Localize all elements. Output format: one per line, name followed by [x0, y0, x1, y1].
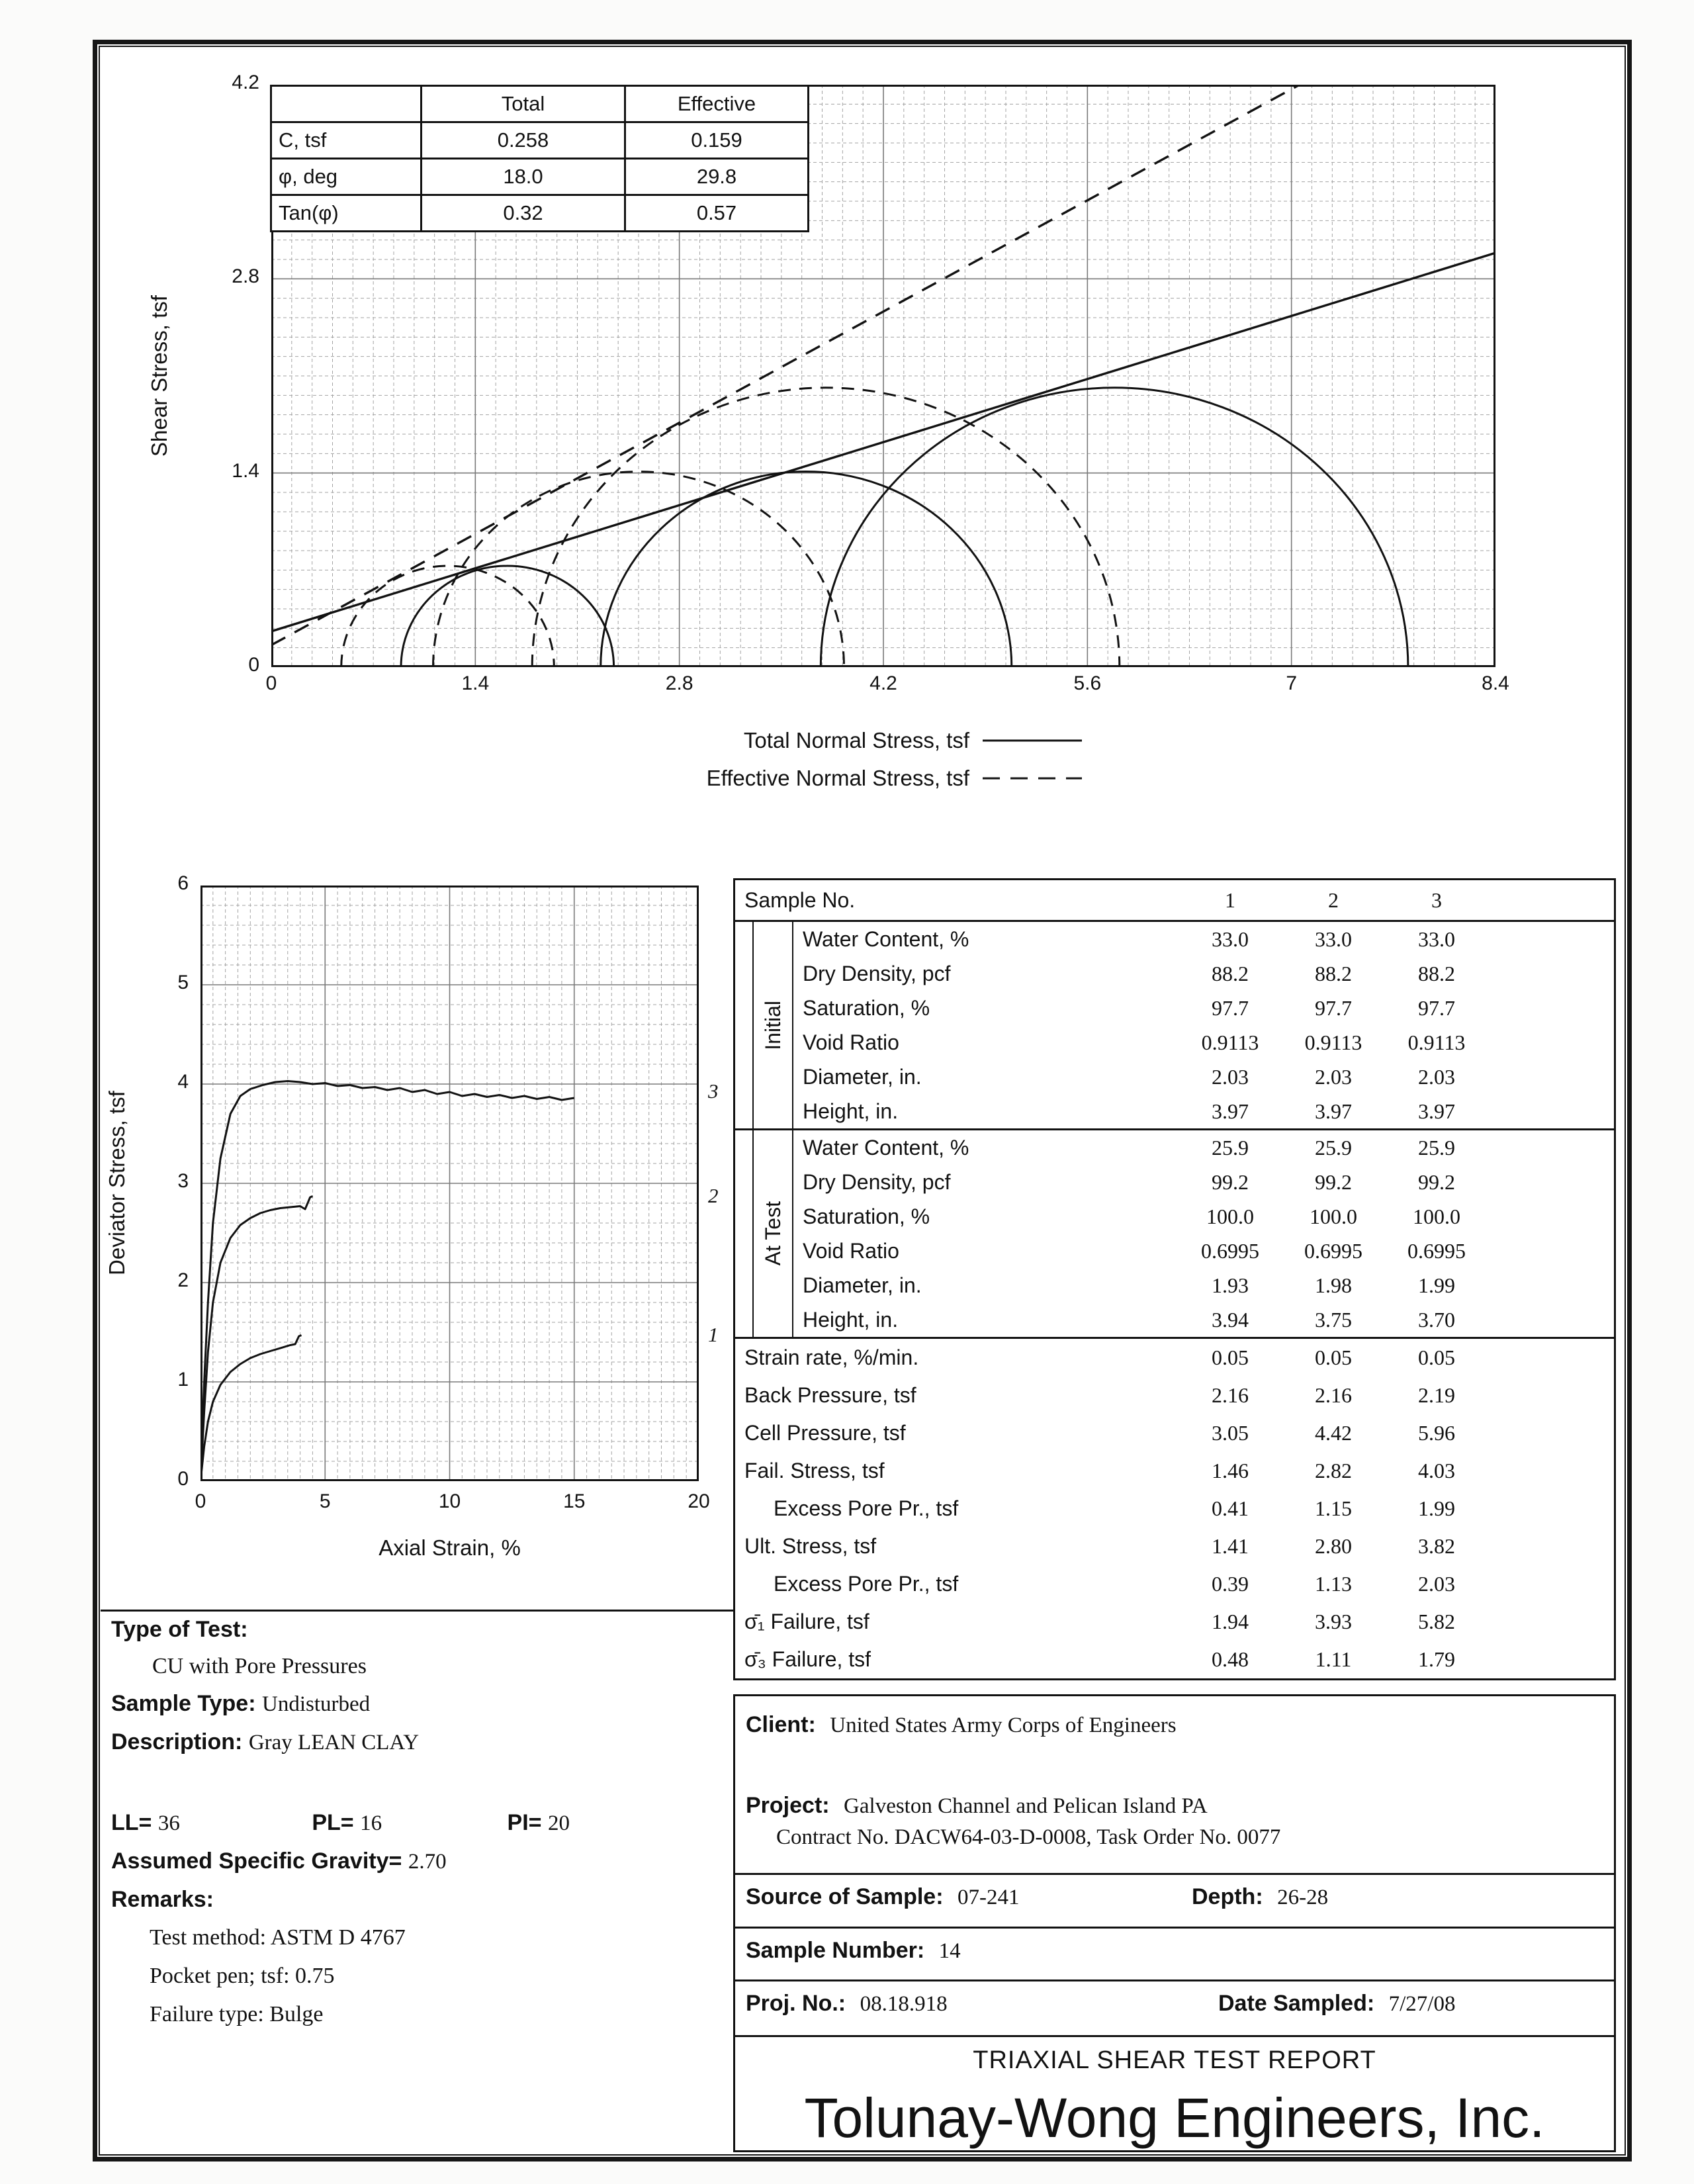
legend-row-effective	[652, 759, 1082, 797]
sample-data-table	[733, 878, 1616, 1680]
row-value: 1.11	[1315, 1647, 1352, 1671]
row-value: 0.05	[1418, 1345, 1455, 1369]
sample-table-group	[735, 922, 1614, 1128]
table-row	[735, 1339, 1614, 1377]
date-sampled-label: Date Sampled:	[1218, 1991, 1375, 2017]
sample-id: 1	[1225, 887, 1235, 912]
mohr-x-tick-label: 1.4	[461, 672, 490, 694]
row-label: Strain rate, %/min.	[744, 1345, 919, 1369]
sample-number-row	[735, 1927, 1614, 1979]
row-value: 25.9	[1315, 1135, 1352, 1160]
pi-value: 20	[547, 1811, 570, 1835]
curve-label: 1	[708, 1322, 719, 1346]
param-value-cell: 0.258	[422, 122, 625, 159]
stress-strain-chart	[201, 886, 699, 1481]
row-value: 3.94	[1212, 1307, 1249, 1332]
row-value: 2.03	[1212, 1064, 1249, 1089]
row-label: Cell Pressure, tsf	[744, 1421, 906, 1445]
table-row	[793, 1025, 1614, 1060]
row-value: 1.15	[1315, 1496, 1352, 1520]
strain-y-axis-ticks	[142, 872, 194, 1490]
param-header-cell: Total	[422, 86, 625, 122]
depth-pair	[1192, 1884, 1328, 1910]
row-label: Height, in.	[803, 1307, 899, 1332]
table-row	[735, 1603, 1614, 1641]
group-label-cell	[752, 922, 793, 1128]
row-label: Saturation, %	[803, 995, 930, 1020]
report-title: TRIAXIAL SHEAR TEST REPORT	[735, 2035, 1614, 2086]
row-value: 2.82	[1315, 1459, 1352, 1482]
sample-type-value: Undisturbed	[262, 1692, 371, 1716]
mohr-x-tick-label: 0	[265, 672, 277, 694]
sample-type-label: Sample Type:	[111, 1691, 256, 1716]
table-row	[735, 1565, 1614, 1603]
row-value: 99.2	[1212, 1169, 1249, 1194]
row-value: 5.96	[1418, 1421, 1455, 1445]
pl-value: 16	[360, 1811, 382, 1835]
ll-label: LL=	[111, 1810, 152, 1835]
strain-y-tick-label: 6	[177, 872, 189, 894]
param-table-grid	[270, 85, 809, 232]
table-row	[793, 1130, 1614, 1165]
param-value-cell: 0.57	[625, 195, 809, 232]
strain-y-tick-label: 0	[177, 1468, 189, 1490]
remarks-line: Test method: ASTM D 4767	[150, 1925, 406, 1950]
param-value-cell: 18.0	[422, 159, 625, 195]
test-info-panel	[101, 1610, 733, 2148]
row-value: 33.0	[1418, 927, 1455, 951]
depth-value: 26-28	[1277, 1886, 1329, 1910]
param-row	[271, 195, 809, 232]
group-label: Initial	[760, 1000, 785, 1050]
strain-x-tick-label: 20	[688, 1490, 710, 1512]
row-label: Fail. Stress, tsf	[744, 1459, 885, 1482]
sample-type-line	[111, 1691, 370, 1717]
mohr-x-tick-label: 4.2	[869, 672, 897, 694]
table-row	[793, 991, 1614, 1025]
row-label: Void Ratio	[803, 1030, 899, 1054]
proj-no-value: 08.18.918	[860, 1992, 948, 2017]
row-label: Void Ratio	[803, 1238, 899, 1263]
table-row	[793, 922, 1614, 956]
project-number-row	[735, 1979, 1614, 2035]
row-label: σ̄₁ Failure, tsf	[744, 1610, 869, 1633]
table-row	[793, 1302, 1614, 1337]
row-value: 0.9113	[1201, 1030, 1259, 1054]
param-header-row	[271, 86, 809, 122]
company-name: Tolunay-Wong Engineers, Inc.	[804, 2087, 1545, 2149]
mohr-y-tick-label: 1.4	[232, 459, 259, 482]
strain-x-tick-label: 15	[563, 1490, 586, 1512]
mohr-x-tick-label: 2.8	[665, 672, 693, 694]
row-value: 99.2	[1315, 1169, 1352, 1194]
row-value: 0.39	[1212, 1572, 1249, 1596]
row-label: Back Pressure, tsf	[744, 1383, 916, 1407]
mohr-x-tick-label: 8.4	[1482, 672, 1509, 694]
row-value: 2.16	[1212, 1383, 1249, 1407]
row-value: 1.99	[1418, 1273, 1455, 1297]
row-value: 0.41	[1212, 1496, 1249, 1520]
description-line	[111, 1729, 419, 1755]
table-row	[793, 1199, 1614, 1234]
row-value: 0.9113	[1304, 1030, 1362, 1054]
date-sampled-value: 7/27/08	[1388, 1992, 1456, 2017]
dashed-line-swatch	[983, 774, 1082, 782]
row-value: 2.03	[1418, 1572, 1455, 1596]
row-value: 100.0	[1310, 1204, 1357, 1228]
table-row	[735, 1414, 1614, 1452]
row-value: 100.0	[1206, 1204, 1254, 1228]
row-value: 25.9	[1212, 1135, 1249, 1160]
atterberg-limits-line	[111, 1810, 570, 1836]
type-of-test-label: Type of Test:	[111, 1617, 248, 1642]
table-row	[793, 1234, 1614, 1268]
client-line	[735, 1696, 1614, 1786]
specific-gravity-line	[111, 1848, 447, 1874]
project-label: Project:	[746, 1792, 830, 1818]
pl-label: PL=	[312, 1810, 354, 1835]
row-value: 0.05	[1315, 1345, 1352, 1369]
proj-no-label: Proj. No.:	[746, 1991, 846, 2017]
row-value: 99.2	[1418, 1169, 1455, 1194]
row-value: 1.98	[1315, 1273, 1352, 1297]
remarks-line: Failure type: Bulge	[150, 2002, 324, 2026]
row-value: 0.9113	[1407, 1030, 1466, 1054]
mohr-y-tick-label: 4.2	[232, 71, 259, 93]
strain-y-tick-label: 4	[177, 1071, 189, 1093]
source-label: Source of Sample:	[746, 1884, 944, 1910]
project-section	[735, 1786, 1614, 1873]
row-value: 2.80	[1315, 1534, 1352, 1558]
curve-label: 2	[708, 1183, 719, 1207]
row-label: Excess Pore Pr., tsf	[774, 1572, 959, 1596]
row-value: 1.41	[1212, 1534, 1249, 1558]
legend-row-total	[652, 721, 1082, 759]
mohr-axis-legend	[652, 721, 1082, 797]
mohr-y-axis-ticks	[199, 71, 265, 676]
sample-id: 3	[1431, 887, 1442, 912]
project-line	[746, 1793, 1614, 1819]
row-value: 3.97	[1418, 1099, 1455, 1123]
mohr-y-tick-label: 0	[248, 654, 259, 676]
param-value-cell: 0.159	[625, 122, 809, 159]
depth-label: Depth:	[1192, 1884, 1263, 1910]
row-value: 1.93	[1212, 1273, 1249, 1297]
row-value: 2.03	[1418, 1064, 1455, 1089]
row-value: 97.7	[1315, 995, 1352, 1020]
row-value: 88.2	[1212, 961, 1249, 985]
row-value: 97.7	[1212, 995, 1249, 1020]
row-value: 3.70	[1418, 1307, 1455, 1332]
param-row	[271, 159, 809, 195]
row-value: 3.75	[1315, 1307, 1352, 1332]
table-row	[735, 1490, 1614, 1527]
table-row	[793, 956, 1614, 991]
strain-y-tick-label: 5	[177, 972, 189, 993]
mohr-y-tick-label: 2.8	[232, 265, 259, 288]
row-label: Water Content, %	[803, 927, 969, 951]
strain-x-axis-label: Axial Strain, %	[379, 1535, 521, 1560]
row-value: 2.19	[1418, 1383, 1455, 1407]
strain-x-tick-label: 10	[438, 1490, 461, 1512]
client-label: Client:	[746, 1712, 816, 1737]
row-value: 0.6995	[1201, 1238, 1259, 1263]
row-label: Diameter, in.	[803, 1273, 922, 1297]
row-value: 0.6995	[1304, 1238, 1362, 1263]
param-row	[271, 122, 809, 159]
mohr-x-tick-label: 7	[1286, 672, 1297, 694]
strain-y-tick-label: 1	[177, 1369, 189, 1390]
row-value: 0.05	[1212, 1345, 1249, 1369]
solid-line-swatch	[983, 737, 1082, 745]
row-value: 88.2	[1418, 961, 1455, 985]
sample-number-label: Sample Number:	[746, 1937, 925, 1963]
sample-number-value: 14	[938, 1938, 961, 1963]
group-rows	[793, 1130, 1614, 1337]
row-value: 2.03	[1315, 1064, 1352, 1089]
param-header-cell: Effective	[625, 86, 809, 122]
sample-table-group	[735, 1128, 1614, 1337]
client-value: United States Army Corps of Engineers	[830, 1713, 1177, 1737]
mohr-x-tick-label: 5.6	[1073, 672, 1102, 694]
row-value: 1.94	[1212, 1610, 1249, 1633]
row-value: 97.7	[1418, 995, 1455, 1020]
strain-x-tick-label: 0	[195, 1490, 206, 1512]
mohr-x-axis-ticks	[265, 672, 1509, 700]
row-value: 3.97	[1212, 1099, 1249, 1123]
table-row	[735, 1527, 1614, 1565]
table-row	[735, 1641, 1614, 1678]
param-value-cell: 29.8	[625, 159, 809, 195]
remarks-label: Remarks:	[111, 1887, 214, 1912]
row-value: 4.42	[1315, 1421, 1352, 1445]
gravity-value: 2.70	[408, 1850, 447, 1874]
row-label: Dry Density, pcf	[803, 1169, 951, 1194]
row-label: Ult. Stress, tsf	[744, 1534, 877, 1558]
row-value: 1.79	[1418, 1647, 1455, 1671]
row-label: Height, in.	[803, 1099, 899, 1123]
project-info-panel	[733, 1694, 1616, 2152]
remarks-line: Pocket pen; tsf: 0.75	[150, 1964, 335, 1988]
row-value: 100.0	[1413, 1204, 1460, 1228]
param-row-label: φ, deg	[271, 159, 422, 195]
table-row	[793, 1268, 1614, 1302]
ll-value: 36	[157, 1811, 180, 1835]
row-value: 2.16	[1315, 1383, 1352, 1407]
strain-x-axis-ticks	[195, 1490, 710, 1518]
row-label: σ̄₃ Failure, tsf	[744, 1647, 871, 1671]
type-of-test-value: CU with Pore Pressures	[152, 1654, 367, 1678]
source-value: 07-241	[957, 1886, 1020, 1910]
table-row	[735, 1452, 1614, 1490]
table-row	[735, 1377, 1614, 1414]
row-value: 1.99	[1418, 1496, 1455, 1520]
strain-y-tick-label: 2	[177, 1269, 189, 1291]
strain-y-axis-label: Deviator Stress, tsf	[105, 1091, 129, 1276]
row-label: Water Content, %	[803, 1135, 969, 1160]
row-value: 1.13	[1315, 1572, 1352, 1596]
table-row	[793, 1165, 1614, 1199]
mohr-y-axis-label: Shear Stress, tsf	[147, 295, 171, 457]
row-value: 4.03	[1418, 1459, 1455, 1482]
strain-y-tick-label: 3	[177, 1170, 189, 1192]
param-row-label: Tan(φ)	[271, 195, 422, 232]
row-value: 3.05	[1212, 1421, 1249, 1445]
sample-no-label: Sample No.	[744, 887, 856, 912]
row-label: Saturation, %	[803, 1204, 930, 1228]
shear-parameters-table	[270, 85, 809, 232]
row-value: 1.46	[1212, 1459, 1249, 1482]
row-value: 0.48	[1212, 1647, 1249, 1671]
table-row	[793, 1094, 1614, 1128]
legend-effective-label: Effective Normal Stress, tsf	[706, 765, 969, 790]
project-value: Galveston Channel and Pelican Island PA	[844, 1794, 1208, 1818]
group-label: At Test	[760, 1201, 785, 1266]
contract-line: Contract No. DACW64-03-D-0008, Task Order No. 0077	[776, 1825, 1281, 1849]
row-value: 3.93	[1315, 1610, 1352, 1633]
group-label-cell	[752, 1130, 793, 1337]
row-value: 0.6995	[1407, 1238, 1466, 1263]
row-value: 3.82	[1418, 1534, 1455, 1558]
pi-label: PI=	[507, 1810, 542, 1835]
row-label: Excess Pore Pr., tsf	[774, 1496, 959, 1520]
sample-table-header	[735, 880, 1614, 922]
row-value: 33.0	[1212, 927, 1249, 951]
row-value: 88.2	[1315, 961, 1352, 985]
group-rows	[793, 922, 1614, 1128]
gravity-label: Assumed Specific Gravity=	[111, 1848, 402, 1874]
row-value: 3.97	[1315, 1099, 1352, 1123]
row-value: 25.9	[1418, 1135, 1455, 1160]
description-label: Description:	[111, 1729, 243, 1754]
sample-id: 2	[1328, 887, 1339, 912]
param-header-cell	[271, 86, 422, 122]
param-value-cell: 0.32	[422, 195, 625, 232]
sample-table-singles	[735, 1337, 1614, 1678]
row-value: 33.0	[1315, 927, 1352, 951]
description-value: Gray LEAN CLAY	[248, 1731, 420, 1754]
date-sampled-pair	[1218, 1991, 1455, 2017]
row-value: 5.82	[1418, 1610, 1455, 1633]
source-of-sample-row	[735, 1873, 1614, 1926]
row-label: Diameter, in.	[803, 1064, 922, 1089]
strain-x-tick-label: 5	[319, 1490, 331, 1512]
curve-label: 3	[708, 1079, 719, 1103]
param-row-label: C, tsf	[271, 122, 422, 159]
legend-total-label: Total Normal Stress, tsf	[743, 727, 969, 752]
table-row	[793, 1060, 1614, 1094]
row-label: Dry Density, pcf	[803, 961, 951, 985]
